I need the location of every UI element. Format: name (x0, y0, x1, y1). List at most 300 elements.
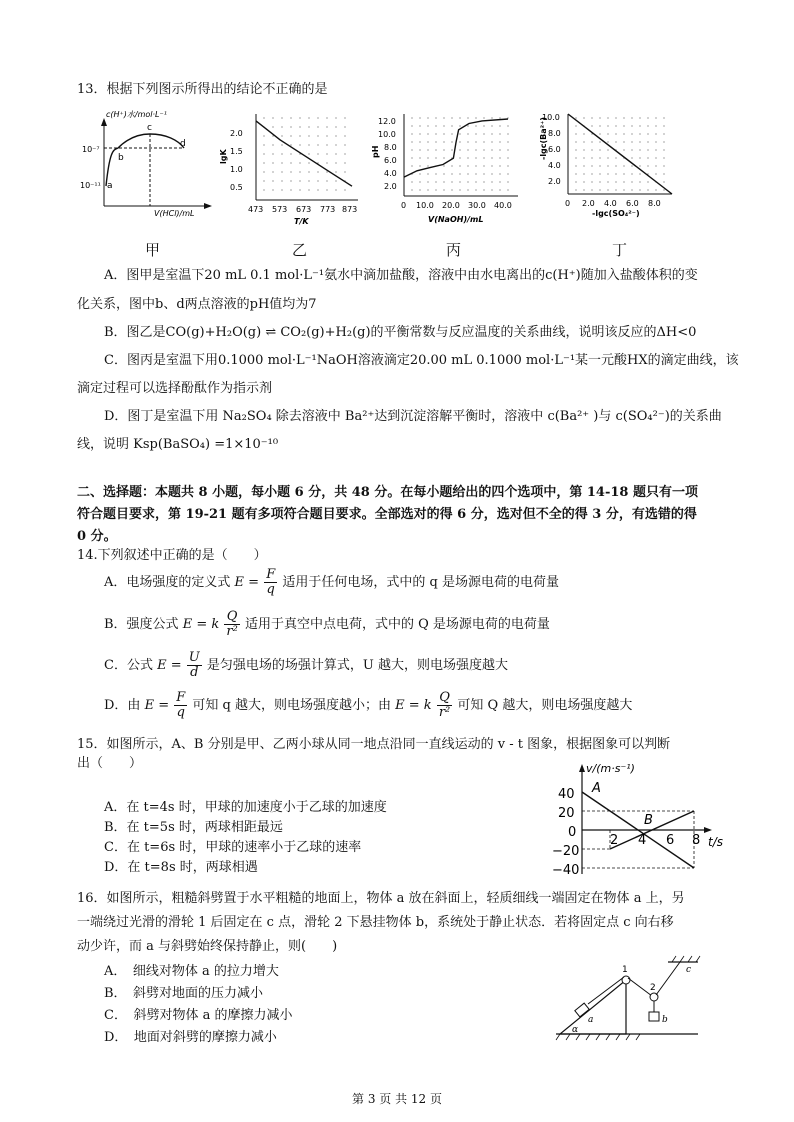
q16-option-c: C． 斜劈对物体 a 的摩擦力减小 (104, 1008, 293, 1023)
q16-stem-3: 动少许，而 a 与斜劈始终保持静止，则( ) (77, 939, 338, 954)
ding-grid-dot (623, 165, 624, 166)
q13-option-a-1: A．图甲是室温下20 mL 0.1 mol·L⁻¹氨水中滴加盐酸，溶液中由水电离出的c(H⁺)随加入盐酸体积的变 (104, 268, 698, 283)
ding-grid-dot (639, 157, 640, 158)
ding-grid-dot (599, 165, 600, 166)
ding-grid-dot (607, 125, 608, 126)
bing-grid-dot (427, 141, 428, 142)
bing-grid-dot (483, 125, 484, 126)
bing-grid-dot (443, 133, 444, 134)
bing-grid-dot (475, 117, 476, 118)
bing-grid-dot (459, 181, 460, 182)
ding-grid-dot (639, 125, 640, 126)
q14-d-eq2: E = k (395, 698, 432, 713)
q14-a-pre: A．电场强度的定义式 (104, 575, 231, 590)
bing-grid-dot (435, 181, 436, 182)
vt-xtick-3: 6 (666, 833, 675, 848)
yi-grid-dot (308, 162, 309, 163)
ding-grid-dot (615, 117, 616, 118)
ding-grid-dot (639, 141, 640, 142)
yi-grid-dot (263, 171, 264, 172)
ding-grid-dot (655, 125, 656, 126)
bing-grid-dot (475, 189, 476, 190)
ding-grid-dot (591, 189, 592, 190)
yi-grid-dot (326, 153, 327, 154)
ding-ytick-4: 4.0 (548, 161, 561, 170)
bing-xtick-1: 0 (401, 201, 407, 210)
label-alpha: α (572, 1025, 579, 1035)
yi-grid-dot (272, 171, 273, 172)
ding-xtick-4: 6.0 (626, 199, 639, 208)
bing-grid-dot (491, 173, 492, 174)
bing-grid-dot (443, 165, 444, 166)
vt-y-arrow (579, 764, 585, 772)
ding-grid-dot (639, 149, 640, 150)
ding-grid-dot (631, 165, 632, 166)
ding-grid-dot (663, 181, 664, 182)
ding-grid-dot (607, 117, 608, 118)
ding-grid-dot (631, 141, 632, 142)
string-pulley1-to-pulley2 (628, 978, 652, 996)
ding-grid-dot (583, 133, 584, 134)
q13-option-c-1: C．图丙是室温下用0.1000 mol·L⁻¹NaOH溶液滴定20.00 mL 0.1000 mol·L⁻¹某一元酸HX的滴定曲线，该 (104, 353, 739, 368)
bing-grid-dot (411, 141, 412, 142)
vt-ytick-1: 40 (558, 787, 575, 802)
yi-grid-dot (290, 144, 291, 145)
bing-grid-dot (435, 141, 436, 142)
bing-grid-dot (475, 173, 476, 174)
ding-grid-dot (663, 189, 664, 190)
jia-point-a: a (107, 181, 113, 191)
bing-grid-dot (507, 189, 508, 190)
q14-a-den: q (266, 582, 275, 597)
q14-d-den2: r² (438, 705, 451, 720)
ding-ytick-1: 10.0 (542, 113, 560, 122)
bing-ytick-4: 6.0 (384, 156, 397, 165)
ding-grid-dot (655, 117, 656, 118)
ding-grid-dot (591, 157, 592, 158)
bing-grid-dot (491, 189, 492, 190)
yi-grid-dot (308, 153, 309, 154)
ding-grid-dot (647, 125, 648, 126)
ding-grid-dot (607, 141, 608, 142)
yi-grid-dot (308, 189, 309, 190)
ding-grid-dot (575, 181, 576, 182)
section2-line1: 二、选择题：本题共 8 小题，每小题 6 分，共 48 分。在每小题给出的四个选项中，第 14-18 题只有一项 (77, 485, 698, 500)
yi-grid-dot (263, 189, 264, 190)
yi-grid-dot (335, 135, 336, 136)
yi-grid-dot (290, 189, 291, 190)
bing-grid-dot (499, 173, 500, 174)
bing-grid-dot (475, 165, 476, 166)
ding-grid-dot (591, 165, 592, 166)
q16-figure (548, 954, 708, 1044)
ding-ytick-2: 8.0 (548, 129, 561, 138)
chart-vt (540, 762, 730, 882)
q13-option-d-1: D．图丁是室温下用 Na₂SO₄ 除去溶液中 Ba²⁺达到沉淀溶解平衡时，溶液中 c(Ba²⁺ )与 c(SO₄²⁻)的关系曲 (104, 409, 722, 424)
bing-grid-dot (507, 133, 508, 134)
q14-c-post: 是匀强电场的场强计算式，U 越大，则电场强度越大 (206, 658, 508, 673)
bing-grid-dot (427, 173, 428, 174)
yi-grid-dot (335, 180, 336, 181)
bing-grid-dot (451, 181, 452, 182)
yi-grid-dot (308, 135, 309, 136)
vt-xtick-4: 8 (692, 833, 701, 848)
ding-grid-dot (583, 189, 584, 190)
bing-grid-dot (427, 117, 428, 118)
yi-grid-dot (326, 117, 327, 118)
ding-grid-dot (583, 173, 584, 174)
ding-grid-dot (623, 125, 624, 126)
bing-grid-dot (467, 165, 468, 166)
bing-grid-dot (459, 173, 460, 174)
bing-ytick-1: 12.0 (378, 117, 396, 126)
string-a-to-pulley1 (588, 977, 624, 1004)
yi-grid-dot (281, 135, 282, 136)
yi-xtick-2: 573 (272, 205, 288, 214)
graph-label-jia: 甲 (145, 241, 161, 259)
bing-grid-dot (411, 125, 412, 126)
ding-grid-dot (647, 117, 648, 118)
yi-grid-dot (299, 189, 300, 190)
ding-grid-dot (663, 125, 664, 126)
ding-grid-dot (607, 157, 608, 158)
q14-d-frac1 (174, 691, 187, 720)
bing-grid-dot (467, 133, 468, 134)
ding-grid-dot (575, 189, 576, 190)
bing-grid-dot (419, 189, 420, 190)
yi-grid-dot (308, 126, 309, 127)
ding-grid-dot (639, 165, 640, 166)
q15-stem-2: 出（ ） (77, 756, 143, 771)
ding-grid-dot (663, 157, 664, 158)
bing-grid-dot (499, 149, 500, 150)
bing-grid-dot (435, 117, 436, 118)
wedge (560, 980, 626, 1034)
bing-grid-dot (419, 125, 420, 126)
ding-grid-dot (599, 133, 600, 134)
jia-ytick-2: 10⁻¹¹ (80, 181, 101, 190)
yi-grid-dot (344, 117, 345, 118)
ding-grid-dot (599, 125, 600, 126)
ding-grid-dot (655, 189, 656, 190)
bing-grid-dot (507, 165, 508, 166)
label-pulley2: 2 (650, 983, 656, 993)
bing-grid-dot (483, 165, 484, 166)
q15-option-b: B．在 t=5s 时，两球相距最远 (104, 820, 283, 835)
ding-grid-dot (583, 157, 584, 158)
bing-grid-dot (451, 189, 452, 190)
yi-grid-dot (344, 144, 345, 145)
ding-grid-dot (575, 125, 576, 126)
bing-grid-dot (443, 141, 444, 142)
ding-grid-dot (615, 141, 616, 142)
bing-grid-dot (451, 125, 452, 126)
vt-ytick-4: −20 (552, 844, 580, 859)
jia-y-arrow (101, 118, 107, 126)
q14-option-c (104, 651, 508, 680)
q14-d-num1: F (176, 690, 186, 705)
bing-grid-dot (459, 125, 460, 126)
bing-grid-dot (483, 181, 484, 182)
bing-grid-dot (451, 117, 452, 118)
bing-ytick-5: 4.0 (384, 169, 397, 178)
q16-option-d: D． 地面对斜劈的摩擦力减小 (104, 1030, 277, 1045)
q14-a-eq: E = (234, 575, 260, 590)
label-a: a (588, 1015, 594, 1025)
yi-grid-dot (317, 153, 318, 154)
yi-grid-dot (326, 180, 327, 181)
yi-grid-dot (344, 189, 345, 190)
yi-grid-dot (344, 171, 345, 172)
yi-grid-dot (281, 189, 282, 190)
ding-grid-dot (631, 157, 632, 158)
bing-grid-dot (483, 141, 484, 142)
ding-grid-dot (615, 189, 616, 190)
yi-grid-dot (299, 180, 300, 181)
q16-option-b: B． 斜劈对地面的压力减小 (104, 986, 264, 1001)
q14-option-b (104, 610, 550, 639)
bing-grid-dot (427, 133, 428, 134)
bing-grid-dot (491, 117, 492, 118)
bing-grid-dot (459, 117, 460, 118)
ding-ytick-3: 6.0 (548, 145, 561, 154)
bing-grid-dot (427, 149, 428, 150)
ding-grid-dot (631, 125, 632, 126)
bing-xtick-2: 10.0 (416, 201, 434, 210)
ding-grid-dot (575, 133, 576, 134)
vt-ylabel: v/(m·s⁻¹) (586, 762, 635, 775)
ding-xlabel: -lgc(SO₄²⁻) (592, 209, 640, 218)
chart-jia (76, 108, 216, 218)
bing-grid-dot (483, 149, 484, 150)
q14-c-num: U (188, 650, 200, 665)
ding-grid-dot (655, 133, 656, 134)
bing-grid-dot (467, 173, 468, 174)
yi-grid-dot (335, 162, 336, 163)
label-pulley1: 1 (622, 965, 628, 975)
q14-d-frac2 (437, 691, 452, 720)
q16-stem-1: 16．如图所示，粗糙斜劈置于水平粗糙的地面上，物体 a 放在斜面上，轻质细线一端固定在物体 a 上，另 (77, 891, 685, 906)
yi-grid-dot (344, 135, 345, 136)
bing-grid-dot (467, 125, 468, 126)
ding-grid-dot (607, 165, 608, 166)
bing-grid-dot (499, 157, 500, 158)
bing-grid-dot (459, 165, 460, 166)
bing-grid-dot (499, 117, 500, 118)
q14-d-eq1: E = (144, 698, 170, 713)
bing-curve (404, 119, 508, 177)
vt-ytick-2: 20 (558, 806, 575, 821)
ding-grid-dot (631, 117, 632, 118)
ding-grid-dot (639, 117, 640, 118)
jia-point-d: d (180, 139, 186, 149)
yi-grid-dot (326, 171, 327, 172)
ding-grid-dot (591, 173, 592, 174)
bing-grid-dot (451, 141, 452, 142)
bing-grid-dot (507, 141, 508, 142)
chart-bing (368, 108, 528, 228)
yi-grid-dot (290, 153, 291, 154)
yi-grid-dot (281, 153, 282, 154)
yi-grid-dot (290, 126, 291, 127)
yi-grid-dot (308, 171, 309, 172)
bing-grid-dot (435, 125, 436, 126)
ding-grid-dot (663, 173, 664, 174)
yi-grid-dot (281, 162, 282, 163)
ding-xtick-5: 8.0 (648, 199, 661, 208)
yi-grid-dot (335, 126, 336, 127)
yi-grid-dot (317, 117, 318, 118)
jia-xlabel: V(HCl)/mL (154, 209, 195, 218)
ding-grid-dot (583, 141, 584, 142)
ding-xtick-3: 4.0 (604, 199, 617, 208)
bing-grid-dot (491, 165, 492, 166)
ding-grid-dot (663, 141, 664, 142)
section2-line3: 0 分。 (77, 529, 117, 544)
q14-d-pre: D．由 (104, 698, 141, 713)
bing-grid-dot (419, 133, 420, 134)
bing-grid-dot (499, 165, 500, 166)
bing-grid-dot (443, 181, 444, 182)
q14-b-den: r² (226, 624, 238, 639)
bing-grid-dot (427, 181, 428, 182)
bing-xtick-3: 20.0 (442, 201, 460, 210)
bing-grid-dot (411, 133, 412, 134)
q14-d-post: 可知 Q 越大，则电场强度越大 (457, 698, 633, 713)
label-c: c (686, 965, 692, 975)
yi-grid-dot (299, 162, 300, 163)
bing-grid-dot (451, 133, 452, 134)
bing-grid-dot (499, 181, 500, 182)
ding-grid-dot (655, 157, 656, 158)
yi-grid-dot (272, 189, 273, 190)
yi-grid-dot (308, 144, 309, 145)
bing-grid-dot (459, 189, 460, 190)
yi-grid-dot (272, 162, 273, 163)
bing-grid-dot (507, 149, 508, 150)
ding-ylabel: -lgc(Ba²⁺) (539, 116, 548, 160)
yi-grid-dot (263, 144, 264, 145)
yi-grid-dot (326, 126, 327, 127)
q16-stem-2: 一端绕过光滑的滑轮 1 后固定在 c 点，滑轮 2 下悬挂物体 b，系统处于静止状态．若将固定点 c 向右移 (77, 915, 674, 930)
ding-grid-dot (591, 125, 592, 126)
yi-grid-dot (290, 117, 291, 118)
ding-xtick-1: 0 (565, 199, 571, 208)
ding-grid-dot (607, 189, 608, 190)
q14-b-post: 适用于真空中点电荷，式中的 Q 是场源电荷的电荷量 (244, 617, 550, 632)
section2-line2: 符合题目要求，第 19-21 题有多项符合题目要求。全部选对的得 6 分，选对但不全的得 3 分，有选错的得 (77, 507, 697, 522)
q14-c-pre: C．公式 (104, 658, 153, 673)
q14-d-mid: 可知 q 越大，则电场强度越小；由 (192, 698, 391, 713)
q13-option-d-2: 线，说明 Ksp(BaSO₄) =1×10⁻¹⁰ (77, 437, 279, 452)
vt-xlabel: t/s (708, 835, 723, 849)
yi-grid-dot (263, 162, 264, 163)
vt-ytick-3: 0 (568, 825, 577, 840)
bing-grid-dot (475, 133, 476, 134)
q14-b-pre: B．强度公式 (104, 617, 179, 632)
ding-grid-dot (623, 117, 624, 118)
q14-c-eq: E = (157, 658, 182, 673)
q13-stem: 13．根据下列图示所得出的结论不正确的是 (77, 82, 328, 97)
ding-grid-dot (655, 165, 656, 166)
jia-x-arrow (204, 203, 212, 209)
ding-grid-dot (599, 149, 600, 150)
ding-grid-dot (607, 133, 608, 134)
yi-grid-dot (317, 171, 318, 172)
yi-xtick-4: 773 (320, 205, 336, 214)
bing-ylabel: pH (371, 145, 380, 158)
vt-label-a: A (592, 781, 601, 796)
yi-grid-dot (299, 135, 300, 136)
bing-grid-dot (483, 133, 484, 134)
ding-grid-dot (647, 157, 648, 158)
bing-grid-dot (491, 133, 492, 134)
ding-grid-dot (623, 133, 624, 134)
ding-grid-dot (607, 149, 608, 150)
bing-grid-dot (467, 189, 468, 190)
ding-grid-dot (647, 133, 648, 134)
yi-grid-dot (299, 126, 300, 127)
yi-grid-dot (272, 135, 273, 136)
ding-grid-dot (599, 117, 600, 118)
yi-grid-dot (344, 153, 345, 154)
q16-option-a: A． 细线对物体 a 的拉力增大 (104, 964, 279, 979)
bing-grid-dot (475, 149, 476, 150)
ding-grid-dot (591, 141, 592, 142)
yi-grid-dot (317, 189, 318, 190)
bing-xlabel: V(NaOH)/mL (428, 215, 484, 224)
ding-grid-dot (591, 181, 592, 182)
yi-grid-dot (326, 144, 327, 145)
yi-grid-dot (326, 135, 327, 136)
ding-grid-dot (615, 125, 616, 126)
bing-grid-dot (499, 141, 500, 142)
bing-grid-dot (419, 117, 420, 118)
ding-grid-dot (655, 149, 656, 150)
ding-grid-dot (623, 173, 624, 174)
bing-grid-dot (443, 173, 444, 174)
ding-grid-dot (599, 189, 600, 190)
bing-grid-dot (443, 125, 444, 126)
bing-grid-dot (411, 157, 412, 158)
ding-grid-dot (639, 181, 640, 182)
q14-option-d (104, 691, 632, 720)
yi-xlabel: T/K (294, 217, 309, 226)
ding-grid-dot (647, 181, 648, 182)
yi-grid-dot (263, 180, 264, 181)
jia-point-b: b (118, 153, 124, 163)
ding-grid-dot (663, 117, 664, 118)
bing-grid-dot (475, 141, 476, 142)
bing-grid-dot (459, 133, 460, 134)
bing-grid-dot (499, 189, 500, 190)
bing-grid-dot (483, 117, 484, 118)
bing-grid-dot (411, 149, 412, 150)
yi-grid-dot (326, 162, 327, 163)
q13-option-a-2: 化关系，图中b、d两点溶液的pH值均为7 (77, 297, 317, 312)
ding-grid-dot (575, 141, 576, 142)
yi-grid-dot (326, 189, 327, 190)
string-pulley2-to-c (656, 962, 680, 995)
bing-grid-dot (491, 157, 492, 158)
ding-grid-dot (631, 149, 632, 150)
bing-grid-dot (435, 133, 436, 134)
ding-grid-dot (591, 117, 592, 118)
q14-option-a (104, 568, 559, 597)
yi-grid-dot (335, 153, 336, 154)
bing-grid-dot (507, 173, 508, 174)
q13-option-c-2: 滴定过程可以选择酚酞作为指示剂 (77, 381, 273, 396)
